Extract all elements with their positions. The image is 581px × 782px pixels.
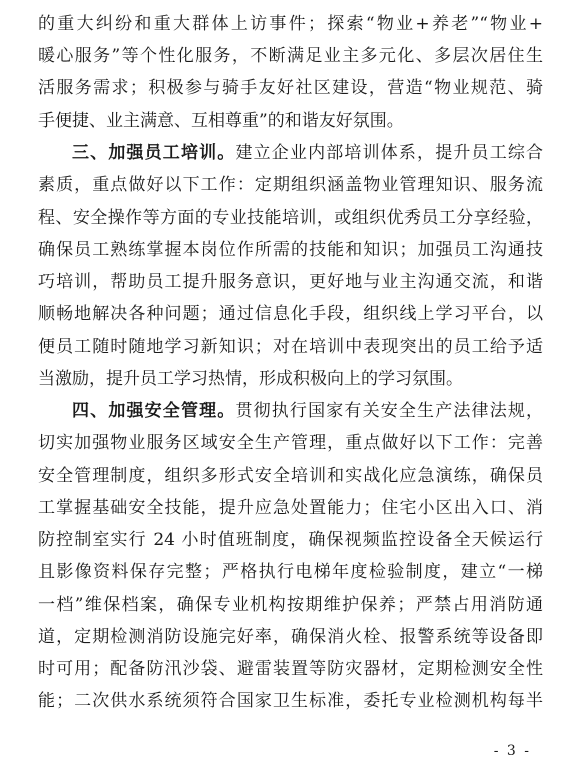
- text-line: 道，定期检测消防设施完好率，确保消火栓、报警系统等设备即: [38, 627, 543, 647]
- text-line: 巧培训，帮助员工提升服务意识，更好地与业主沟通交流，和谐: [38, 272, 543, 292]
- section-3-heading: 三、加强员工培训。: [72, 143, 236, 163]
- text-line: 手便捷、业主满意、互相尊重”的和谐友好氛围。: [38, 111, 404, 131]
- text-line: 当激励，提升员工学习热情，形成积极向上的学习氛围。: [38, 369, 463, 389]
- text-line: 能；二次供水系统须符合国家卫生标准，委托专业检测机构每半: [38, 691, 543, 711]
- text-line: 程、安全操作等方面的专业技能培训，或组织优秀员工分享经验，: [38, 208, 543, 228]
- text-line: 素质，重点做好以下工作：定期组织涵盖物业管理知识、服务流: [38, 175, 543, 195]
- text-line: 的重大纠纷和重大群体上访事件；探索“物业+养老”“物业+: [38, 14, 543, 34]
- section-4-first-line-text: 贯彻执行国家有关安全生产法律法规，: [235, 401, 544, 421]
- text-line: 工掌握基础安全技能，提升应急处置能力；住宅小区出入口、消: [38, 498, 543, 518]
- text-line: 安全管理制度，组织多形式安全培训和实战化应急演练，确保员: [38, 466, 543, 486]
- text-line: 暖心服务”等个性化服务，不断满足业主多元化、多层次居住生: [38, 46, 543, 66]
- section-3-first-line-text: 建立企业内部培训体系，提升员工综合: [235, 143, 544, 163]
- text-line: 便员工随时随地学习新知识；对在培训中表现突出的员工给予适: [38, 337, 543, 357]
- section-4-first-line: [72, 395, 543, 427]
- section-4-heading: 四、加强安全管理。: [72, 401, 236, 421]
- text-line: 切实加强物业服务区域安全生产管理，重点做好以下工作：完善: [38, 433, 543, 453]
- text-line: 时可用；配备防汛沙袋、避雷装置等防灾器材，定期检测安全性: [38, 659, 543, 679]
- text-line: 顺畅地解决各种问题；通过信息化手段，组织线上学习平台，以: [38, 304, 543, 324]
- page-number: - 3 -: [493, 743, 531, 759]
- section-3-first-line: [72, 137, 543, 169]
- text-line: 且影像资料保存完整；严格执行电梯年度检验制度，建立“一梯: [38, 562, 543, 582]
- text-line: 防控制室实行 24 小时值班制度，确保视频监控设备全天候运行: [38, 530, 543, 550]
- text-line: 活服务需求；积极参与骑手友好社区建设，营造“物业规范、骑: [38, 78, 543, 98]
- text-line: 一档”维保档案，确保专业机构按期维护保养；严禁占用消防通: [38, 595, 543, 615]
- text-line: 确保员工熟练掌握本岗位作所需的技能和知识；加强员工沟通技: [38, 240, 543, 260]
